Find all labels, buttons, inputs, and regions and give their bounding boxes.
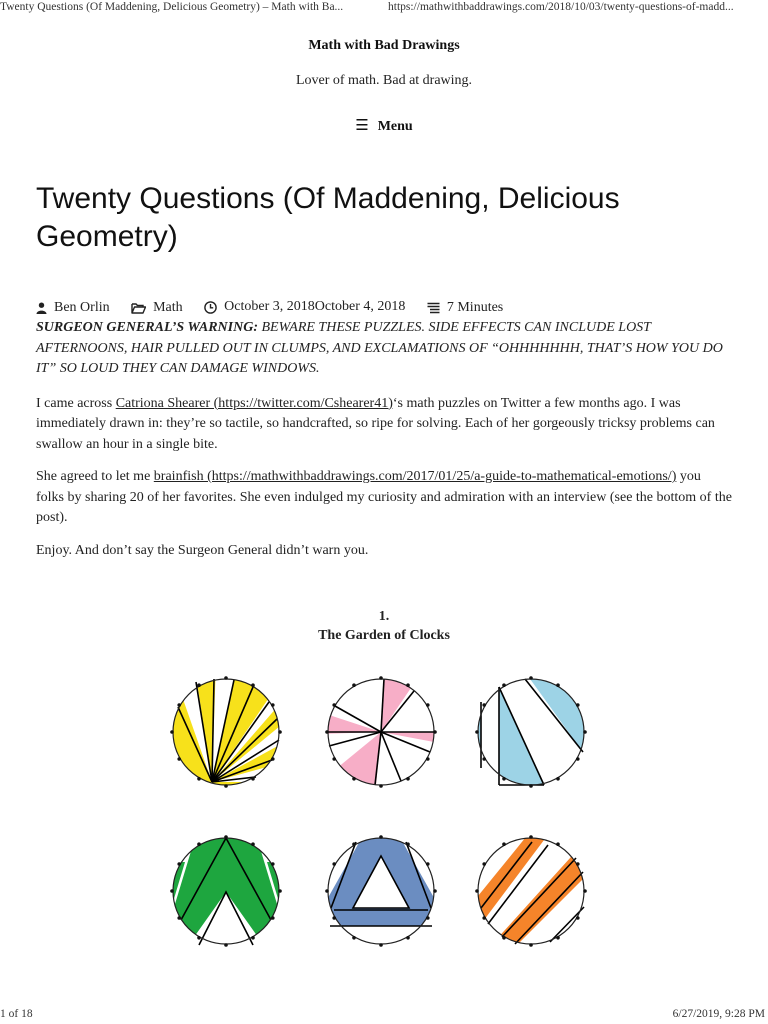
post-category-name: Math — [153, 299, 183, 315]
print-footer — [0, 1006, 768, 1024]
post-content — [36, 318, 732, 573]
print-date: 6/27/2019, 9:28 PM — [672, 1008, 765, 1020]
post-dates[interactable] — [204, 299, 405, 315]
clock-icon — [204, 301, 217, 314]
clock-6-orange-stripes — [465, 832, 600, 962]
reading-time-icon — [427, 302, 440, 314]
page-counter: 1 of 18 — [0, 1008, 33, 1020]
hamburger-icon: ☰ — [355, 118, 369, 134]
site-title[interactable]: Math with Bad Drawings — [308, 38, 460, 53]
clock-2-pink-pinwheel — [320, 672, 445, 797]
clock-3-blue-stripes — [470, 672, 590, 792]
print-header-title: Twenty Questions (Of Maddening, Delicious Geometry) – Math with Ba... — [0, 1, 344, 13]
site-description: Lover of math. Bad at drawing. — [295, 73, 473, 88]
puzzle-number: 1. — [378, 609, 390, 624]
brainfish-link[interactable]: brainfish (https://mathwithbaddrawings.com/2017/01/25/a-guide-to-mathematical-emotions/) — [153, 469, 677, 484]
menu-button[interactable] — [0, 116, 768, 135]
print-header-url: https://mathwithbaddrawings.com/2018/10/03/twenty-questions-of-madd... — [388, 1, 734, 13]
print-header — [0, 0, 768, 18]
puzzle-title: The Garden of Clocks — [318, 628, 450, 643]
warning-label: SURGEON GENERAL’S WARNING: — [36, 320, 258, 335]
garden-of-clocks-figure — [170, 662, 600, 962]
warning-text: BEWARE THESE PUZZLES. SIDE EFFECTS CAN INCLUDE LOST AFTERNOONS, HAIR PULLED OUT IN CLUMPS, AND EXCLAMATIONS OF “OHHHHHHH, THAT’S HOW YOU DO IT” SO LOUD THEY CAN DAMAGE WINDOWS. — [36, 320, 723, 376]
clock-1-yellow-fan — [170, 662, 285, 792]
folder-open-icon — [131, 302, 146, 314]
intro-text-end: ‘s math puzzles on Twitter a few months ago. I was immediately drawn in: they’re so tactile, so handcrafted, so ripe for solving. Each of her gorgeously tricksy problems can swallow an hour in a single bite. — [36, 395, 715, 452]
clock-4-green-chevron — [170, 832, 290, 952]
clock-5-blue-triangle — [320, 832, 445, 956]
intro-paragraph — [36, 394, 732, 456]
brainfish-text-end: you folks by sharing 20 of her favorites. She even indulged my curiosity and admiration with an interview (see the bottom of the post). — [36, 469, 732, 525]
post-read-time — [427, 300, 503, 316]
post-author[interactable] — [36, 300, 110, 316]
brainfish-text-start: She agreed to let me — [36, 469, 154, 484]
post-title: Twenty Questions (Of Maddening, Delicious Geometry) — [36, 182, 620, 253]
catriona-shearer-link[interactable]: Catriona Shearer (https://twitter.com/Cshearer41) — [115, 395, 393, 411]
user-icon — [36, 302, 47, 314]
post-author-name: Ben Orlin — [54, 299, 110, 315]
post-read-time-text: 7 Minutes — [446, 299, 504, 315]
post-category[interactable] — [131, 300, 183, 316]
post-dates-text: October 3, 2018October 4, 2018 — [224, 299, 406, 314]
menu-label: Menu — [377, 119, 413, 134]
brainfish-paragraph — [36, 467, 732, 529]
post-meta — [36, 299, 736, 319]
intro-text-start: I came across — [36, 395, 116, 411]
warning-paragraph — [36, 318, 732, 380]
enjoy-paragraph: Enjoy. And don’t say the Surgeon General didn’t warn you. — [36, 542, 369, 558]
